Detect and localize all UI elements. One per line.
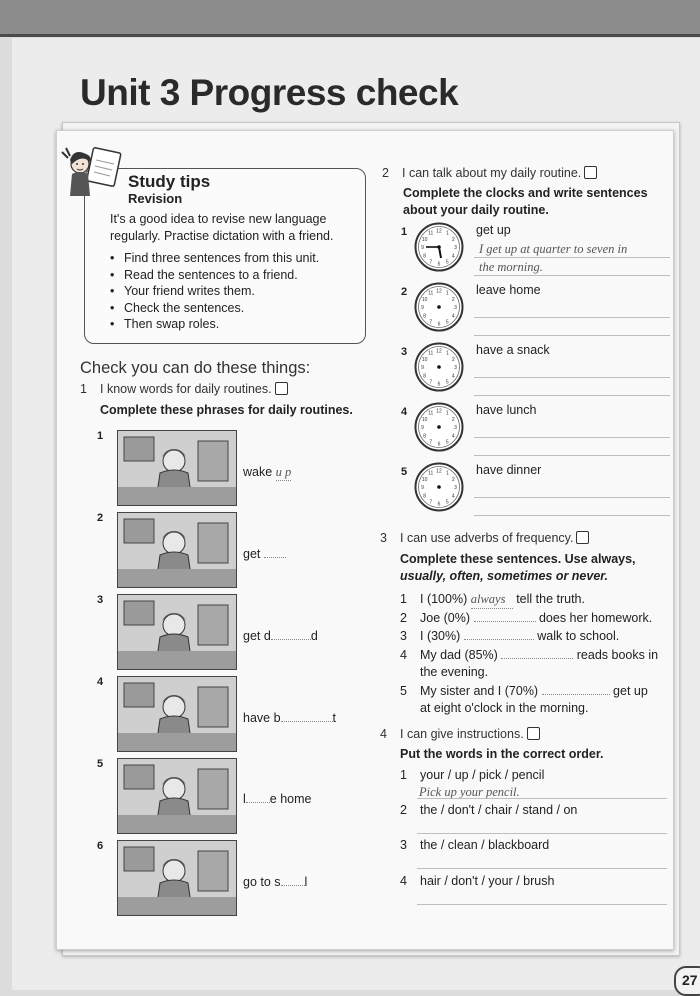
jumbled-words: the / clean / blackboard <box>420 838 550 852</box>
svg-text:9: 9 <box>421 245 424 251</box>
sentence-end: get up <box>609 684 648 698</box>
sentence-start: Joe (0%) <box>420 611 474 625</box>
section2-checkbox[interactable] <box>584 166 597 179</box>
study-tips-list <box>110 250 319 333</box>
svg-text:12: 12 <box>436 468 442 475</box>
svg-text:2: 2 <box>451 296 455 303</box>
svg-text:10: 10 <box>421 296 428 303</box>
section4-item-number: 1 <box>400 768 407 782</box>
svg-text:8: 8 <box>423 433 427 440</box>
section3-statement-text: I can use adverbs of frequency. <box>400 531 574 545</box>
section1-item-number: 3 <box>97 594 104 606</box>
svg-text:7: 7 <box>429 379 433 386</box>
svg-text:9: 9 <box>421 365 424 371</box>
daily-routine-picture <box>117 758 237 834</box>
study-tips-body: It's a good idea to revise new language regularly. Practise dictation with a friend. <box>110 212 334 243</box>
girl-with-notepad-icon <box>60 146 126 200</box>
section4-checkbox[interactable] <box>527 727 540 740</box>
svg-text:6: 6 <box>437 261 441 268</box>
study-tip-item: • Read the sentences to a friend. <box>110 267 319 284</box>
svg-text:4: 4 <box>451 493 455 500</box>
section1-number: 1 <box>80 382 87 396</box>
clock-icon[interactable] <box>414 462 464 512</box>
section4-item-number: 3 <box>400 838 407 852</box>
answer-line <box>474 437 670 438</box>
answer-line <box>417 798 667 799</box>
svg-text:4: 4 <box>451 313 455 320</box>
svg-text:12: 12 <box>436 288 442 295</box>
answer-line <box>417 904 667 905</box>
section3-item <box>400 683 670 716</box>
section4-answer[interactable]: Pick up your pencil. <box>419 785 520 799</box>
study-tip-item: • Find three sentences from this unit. <box>110 250 319 267</box>
sentence-start: My dad (85%) <box>420 648 502 662</box>
section1-item-number: 6 <box>97 840 104 852</box>
phrase-start: get d <box>243 629 271 643</box>
frequency-answer[interactable]: always <box>471 591 513 609</box>
phrase-answer[interactable] <box>246 802 270 803</box>
svg-text:5: 5 <box>445 439 449 446</box>
section1-phrase <box>243 711 336 725</box>
sentence-end: walk to school. <box>533 629 620 643</box>
svg-text:5: 5 <box>445 499 449 506</box>
phrase-answer[interactable]: u p <box>275 465 292 479</box>
answer-line <box>474 455 670 456</box>
daily-routine-picture <box>117 594 237 670</box>
frequency-answer[interactable] <box>464 639 534 640</box>
section2-activity: have lunch <box>476 403 537 417</box>
section2-item-number: 1 <box>401 226 408 238</box>
clock-icon[interactable] <box>414 342 464 392</box>
section3-item-number: 5 <box>400 684 407 698</box>
svg-text:1: 1 <box>445 350 449 357</box>
clock-icon[interactable] <box>414 222 464 272</box>
section1-item-number: 5 <box>97 758 104 770</box>
section1-checkbox[interactable] <box>275 382 288 395</box>
section1-phrase <box>243 547 286 561</box>
sentence-continued: the evening. <box>420 664 489 679</box>
section4-item <box>400 837 549 854</box>
section3-instruction-line1: Complete these sentences. Use always, <box>400 552 636 566</box>
svg-text:11: 11 <box>428 230 434 237</box>
sentence-start: I (100%) <box>420 592 471 606</box>
svg-text:6: 6 <box>437 381 441 388</box>
section4-statement-text: I can give instructions. <box>400 727 524 741</box>
daily-routine-picture <box>117 430 237 506</box>
section2-instruction-line2: about your daily routine. <box>403 203 549 217</box>
answer-line <box>474 515 670 516</box>
sentence-continued: at eight o'clock in the morning. <box>420 700 589 715</box>
svg-text:7: 7 <box>429 259 433 266</box>
phrase-start: wake <box>243 465 276 479</box>
svg-text:12: 12 <box>436 408 442 415</box>
section1-instruction: Complete these phrases for daily routines. <box>100 403 353 417</box>
svg-text:2: 2 <box>451 476 455 483</box>
frequency-answer[interactable] <box>474 621 536 622</box>
svg-text:1: 1 <box>445 230 449 237</box>
phrase-start: go to s <box>243 875 281 889</box>
section3-instruction-line2: usually, often, sometimes or never. <box>400 569 608 583</box>
section4-item <box>400 873 554 890</box>
section2-statement-text: I can talk about my daily routine. <box>402 166 582 180</box>
section2-activity: have dinner <box>476 463 542 477</box>
section3-item-number: 4 <box>400 648 407 662</box>
svg-text:8: 8 <box>423 253 427 260</box>
svg-text:10: 10 <box>421 356 428 363</box>
phrase-end: l <box>304 875 308 889</box>
study-tip-item: • Your friend writes them. <box>110 283 319 300</box>
section1-item-number: 2 <box>97 512 104 524</box>
phrase-start: get <box>243 547 264 561</box>
svg-text:11: 11 <box>428 290 434 297</box>
svg-text:11: 11 <box>428 410 434 417</box>
svg-text:6: 6 <box>437 321 441 328</box>
svg-text:5: 5 <box>445 259 449 266</box>
answer-line <box>417 868 667 869</box>
svg-text:8: 8 <box>423 373 427 380</box>
phrase-end: e home <box>269 792 312 806</box>
svg-text:4: 4 <box>451 253 455 260</box>
section3-number: 3 <box>380 531 387 545</box>
svg-text:11: 11 <box>428 350 434 357</box>
section2-answer-line1[interactable]: I get up at quarter to seven in <box>479 242 628 256</box>
section4-item-number: 4 <box>400 874 407 888</box>
answer-line <box>474 395 670 396</box>
sentence-end: reads books in <box>573 648 659 662</box>
phrase-end: d <box>310 629 318 643</box>
svg-text:7: 7 <box>429 319 433 326</box>
phrase-answer[interactable] <box>271 639 311 640</box>
svg-text:9: 9 <box>421 305 424 311</box>
section2-item-number: 5 <box>401 466 408 478</box>
section4-item <box>400 767 544 784</box>
svg-text:10: 10 <box>421 476 428 483</box>
top-binding-strip <box>0 0 700 37</box>
section3-statement <box>380 531 589 545</box>
study-tip-item: • Check the sentences. <box>110 300 319 317</box>
answer-line <box>474 275 670 276</box>
answer-line <box>417 833 667 834</box>
answer-line <box>474 497 670 498</box>
svg-text:5: 5 <box>445 319 449 326</box>
section2-item-number: 3 <box>401 346 408 358</box>
jumbled-words: the / don't / chair / stand / on <box>420 803 578 817</box>
svg-text:3: 3 <box>454 305 457 311</box>
svg-text:11: 11 <box>428 470 434 477</box>
svg-text:3: 3 <box>454 365 457 371</box>
svg-text:3: 3 <box>454 425 457 431</box>
svg-text:1: 1 <box>445 290 449 297</box>
svg-text:3: 3 <box>454 485 457 491</box>
section2-item-number: 2 <box>401 286 408 298</box>
svg-text:12: 12 <box>436 228 442 235</box>
section1-phrase <box>243 792 311 806</box>
section2-activity: have a snack <box>476 343 550 357</box>
check-heading: Check you can do these things: <box>80 359 311 377</box>
section3-item-number: 3 <box>400 629 407 643</box>
svg-text:7: 7 <box>429 499 433 506</box>
page-title: Unit 3 Progress check <box>80 72 459 113</box>
svg-text:12: 12 <box>436 348 442 355</box>
svg-text:6: 6 <box>437 501 441 508</box>
daily-routine-picture <box>117 840 237 916</box>
section1-item-number: 1 <box>97 430 104 442</box>
svg-text:1: 1 <box>445 410 449 417</box>
svg-text:2: 2 <box>451 416 455 423</box>
section1-statement-text: I know words for daily routines. <box>100 382 272 396</box>
svg-text:10: 10 <box>421 416 428 423</box>
section4-statement <box>380 727 540 741</box>
phrase-start: have b <box>243 711 281 725</box>
section4-instruction: Put the words in the correct order. <box>400 747 604 761</box>
clock-icon[interactable] <box>414 402 464 452</box>
svg-text:8: 8 <box>423 493 427 500</box>
sentence-end: tell the truth. <box>512 592 585 606</box>
section4-number: 4 <box>380 727 387 741</box>
section4-item-number: 2 <box>400 803 407 817</box>
section2-answer-line2[interactable]: the morning. <box>479 260 543 274</box>
study-tips-subtitle: Revision <box>128 191 183 206</box>
svg-text:9: 9 <box>421 485 424 491</box>
svg-text:4: 4 <box>451 433 455 440</box>
phrase-answer[interactable] <box>264 557 286 558</box>
svg-text:6: 6 <box>437 441 441 448</box>
svg-text:2: 2 <box>451 236 455 243</box>
frequency-answer[interactable] <box>501 658 573 659</box>
section2-item-number: 4 <box>401 406 408 418</box>
phrase-answer[interactable] <box>281 721 333 722</box>
svg-text:1: 1 <box>445 470 449 477</box>
answer-line <box>474 317 670 318</box>
answer-line <box>474 335 670 336</box>
section2-number: 2 <box>382 166 389 180</box>
section1-phrase <box>243 875 307 889</box>
section1-item-number: 4 <box>97 676 104 688</box>
phrase-answer[interactable] <box>281 885 305 886</box>
svg-text:9: 9 <box>421 425 424 431</box>
section1-phrase <box>243 465 291 481</box>
page-number: 27 <box>674 966 700 996</box>
section3-item <box>400 647 670 680</box>
svg-text:3: 3 <box>454 245 457 251</box>
daily-routine-picture <box>117 676 237 752</box>
phrase-start: l <box>243 792 246 806</box>
phrase-end: t <box>332 711 337 725</box>
section2-statement <box>382 166 597 180</box>
section3-item-number: 2 <box>400 611 407 625</box>
section1-statement <box>80 382 288 396</box>
section3-checkbox[interactable] <box>576 531 589 544</box>
section2-activity: leave home <box>476 283 541 297</box>
study-tips-title: Study tips <box>128 172 211 191</box>
sentence-end: does her homework. <box>535 611 653 625</box>
answer-line <box>474 257 670 258</box>
svg-text:10: 10 <box>421 236 428 243</box>
section2-activity: get up <box>476 223 511 237</box>
section2-instruction-line1: Complete the clocks and write sentences <box>403 186 648 200</box>
svg-text:4: 4 <box>451 373 455 380</box>
svg-text:5: 5 <box>445 379 449 386</box>
svg-text:7: 7 <box>429 439 433 446</box>
sentence-start: I (30%) <box>420 629 464 643</box>
svg-text:8: 8 <box>423 313 427 320</box>
section1-phrase <box>243 629 318 643</box>
section3-item-number: 1 <box>400 592 407 606</box>
clock-icon[interactable] <box>414 282 464 332</box>
svg-text:2: 2 <box>451 356 455 363</box>
frequency-answer[interactable] <box>542 694 610 695</box>
daily-routine-picture <box>117 512 237 588</box>
section4-item <box>400 802 577 819</box>
study-tip-item: • Then swap roles. <box>110 316 319 333</box>
jumbled-words: your / up / pick / pencil <box>420 768 545 782</box>
sentence-start: My sister and I (70%) <box>420 684 542 698</box>
answer-line <box>474 377 670 378</box>
jumbled-words: hair / don't / your / brush <box>420 874 555 888</box>
